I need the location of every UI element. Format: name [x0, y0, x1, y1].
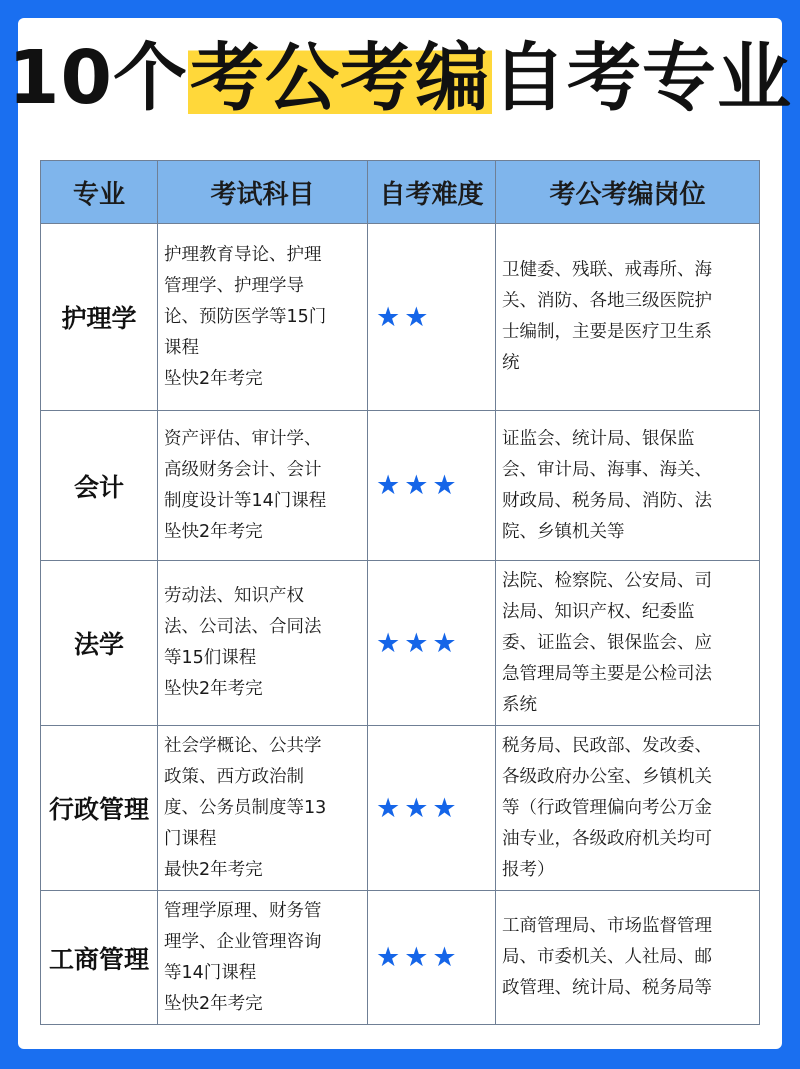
- difficulty-stars: ★★★: [368, 561, 496, 726]
- positions-line: 证监会、统计局、银保监: [502, 428, 695, 449]
- subjects-line: 政策、西方政治制: [164, 766, 304, 787]
- table-header-row: [41, 161, 760, 224]
- positions-line: 士编制，主要是医疗卫生系: [502, 322, 712, 342]
- subjects-line: 等15们课程: [164, 648, 257, 668]
- positions-line: 各级政府办公室、乡镇机关: [502, 766, 712, 787]
- subjects-line: 法、公司法、合同法: [164, 617, 322, 637]
- header-difficulty: 自考难度: [368, 161, 496, 224]
- positions-line: 财政局、税务局、消防、法: [502, 490, 712, 511]
- difficulty-stars: ★★★: [368, 411, 496, 561]
- title-prefix: 10个: [8, 35, 188, 121]
- subjects-line: 坠快2年考完: [164, 521, 263, 542]
- header-positions: 考公考编岗位: [496, 161, 760, 224]
- positions-line: 系统: [502, 694, 537, 715]
- subjects-line: 坠快2年考完: [164, 368, 263, 389]
- subjects-line: 理学、企业管理咨询: [164, 931, 322, 952]
- positions-line: 委、证监会、银保监会、应: [502, 632, 712, 653]
- subjects-line: 资产评估、审计学、: [164, 428, 322, 449]
- subjects-line: 社会学概论、公共学: [164, 735, 322, 756]
- subjects-line: 等14门课程: [164, 962, 257, 983]
- table-row: [41, 411, 760, 561]
- header-subjects: 考试科目: [158, 161, 368, 224]
- subjects-line: 论、预防医学等15门: [164, 306, 327, 327]
- title-suffix: 自考专业: [491, 35, 792, 121]
- subjects-line: 管理学、护理学导: [164, 275, 304, 296]
- positions-line: 卫健委、残联、戒毒所、海: [502, 260, 712, 280]
- subjects-cell: [158, 224, 368, 411]
- positions-line: 税务局、民政部、发改委、: [502, 735, 712, 756]
- subjects-line: 劳动法、知识产权: [164, 586, 304, 606]
- subjects-cell: [158, 726, 368, 891]
- positions-line: 法院、检察院、公安局、司: [502, 570, 712, 591]
- difficulty-stars: ★★: [368, 224, 496, 411]
- positions-cell: [496, 726, 760, 891]
- positions-line: 会、审计局、海事、海关、: [502, 459, 712, 480]
- subjects-line: 门课程: [164, 828, 217, 849]
- subjects-cell: [158, 891, 368, 1025]
- subjects-line: 坠快2年考完: [164, 679, 263, 699]
- positions-cell: [496, 891, 760, 1025]
- positions-cell: [496, 411, 760, 561]
- subjects-line: 坠快2年考完: [164, 993, 263, 1014]
- table-row: [41, 726, 760, 891]
- positions-line: 工商管理局、市场监督管理: [502, 916, 712, 936]
- table-row: [41, 891, 760, 1025]
- positions-line: 报考）: [502, 859, 555, 880]
- majors-table: [40, 160, 760, 1025]
- subjects-line: 制度设计等14门课程: [164, 490, 327, 511]
- major-cell: 法学: [41, 561, 158, 726]
- title-highlight: 考公考编: [189, 35, 490, 121]
- subjects-cell: [158, 561, 368, 726]
- page-title: [0, 28, 800, 128]
- subjects-cell: [158, 411, 368, 561]
- positions-line: 局、市委机关、人社局、邮: [502, 947, 712, 967]
- major-cell: 工商管理: [41, 891, 158, 1025]
- positions-line: 政管理、统计局、税务局等: [502, 978, 712, 998]
- positions-line: 等（行政管理偏向考公万金: [502, 797, 712, 818]
- positions-line: 法局、知识产权、纪委监: [502, 601, 695, 622]
- positions-line: 统: [502, 353, 520, 373]
- subjects-line: 高级财务会计、会计: [164, 459, 322, 480]
- positions-cell: [496, 561, 760, 726]
- subjects-line: 最快2年考完: [164, 859, 263, 880]
- subjects-line: 护理教育导论、护理: [164, 244, 322, 265]
- difficulty-stars: ★★★: [368, 891, 496, 1025]
- positions-line: 急管理局等主要是公检司法: [502, 663, 712, 684]
- table-row: [41, 561, 760, 726]
- subjects-line: 度、公务员制度等13: [164, 797, 327, 818]
- table-row: [41, 224, 760, 411]
- positions-line: 院、乡镇机关等: [502, 521, 625, 542]
- subjects-line: 课程: [164, 337, 199, 358]
- positions-line: 油专业，各级政府机关均可: [502, 828, 712, 849]
- positions-line: 关、消防、各地三级医院护: [502, 291, 712, 311]
- positions-cell: [496, 224, 760, 411]
- major-cell: 护理学: [41, 224, 158, 411]
- header-major: 专业: [41, 161, 158, 224]
- major-cell: 会计: [41, 411, 158, 561]
- major-cell: 行政管理: [41, 726, 158, 891]
- difficulty-stars: ★★★: [368, 726, 496, 891]
- subjects-line: 管理学原理、财务管: [164, 900, 322, 921]
